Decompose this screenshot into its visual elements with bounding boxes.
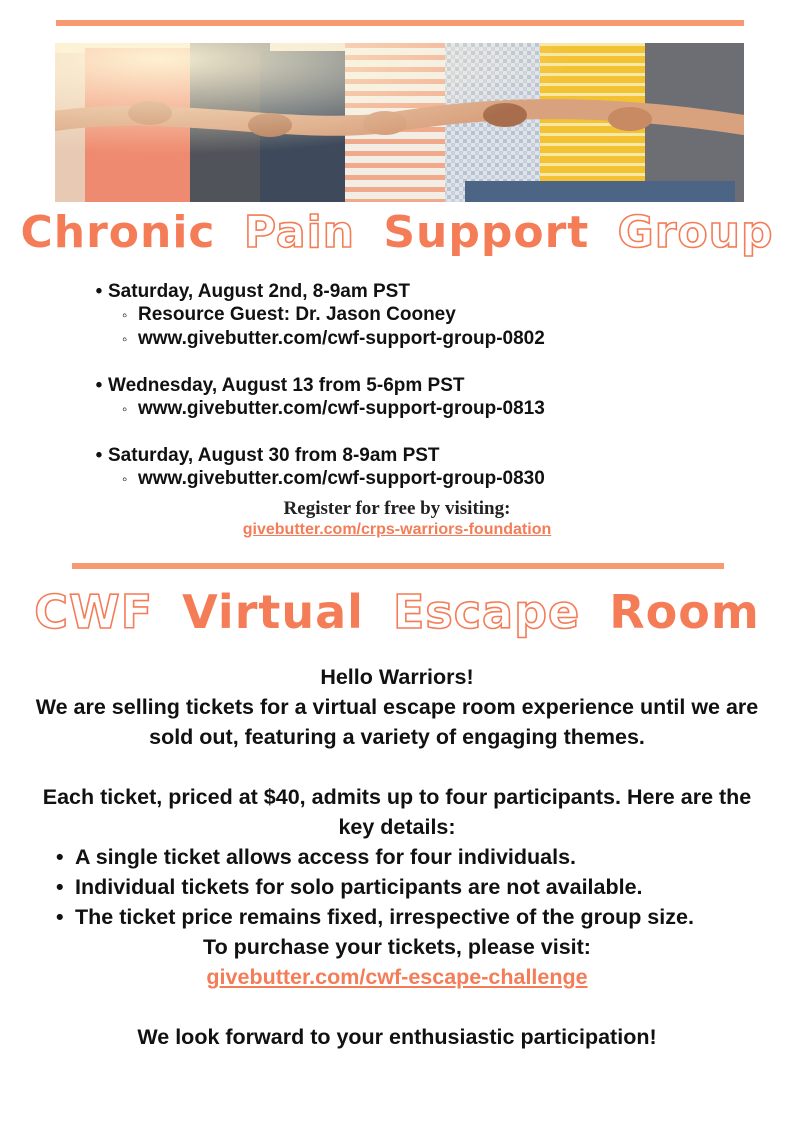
title-word: Escape [392,585,581,639]
title-word: Group [617,207,774,258]
event-link[interactable]: ◦ www.givebutter.com/cwf-support-group-0813 [90,397,740,421]
event-date: • Saturday, August 30 from 8-9am PST [90,444,740,467]
title-word: Chronic [20,207,216,258]
event-item [90,374,740,421]
people-linking-arms-photo [55,43,744,202]
escape-room-body [30,662,764,1052]
title-word: Room [609,585,760,639]
purchase-text: To purchase your tickets, please visit: [203,935,591,959]
title-word: CWF [34,585,154,639]
top-divider [56,20,744,26]
event-item [90,280,740,351]
greeting: Hello Warriors! [320,665,474,689]
list-item: • The ticket price remains fixed, irrespective of the group size. [44,902,764,932]
register-text: Register for free by visiting: [283,498,511,519]
list-item: • A single ticket allows access for four individuals. [44,842,764,872]
details-list [30,842,764,932]
title-word: Virtual [182,585,364,639]
title-word: Pain [243,207,356,258]
section-divider [72,563,724,569]
event-link[interactable]: ◦ www.givebutter.com/cwf-support-group-0830 [90,467,740,491]
support-group-title [0,207,794,258]
list-item: • Individual tickets for solo participants are not available. [44,872,764,902]
resource-guest: ◦ Resource Guest: Dr. Jason Cooney [90,303,740,327]
event-date: • Wednesday, August 13 from 5-6pm PST [90,374,740,397]
event-list [90,280,740,514]
title-word: Support [383,207,590,258]
event-link[interactable]: ◦ www.givebutter.com/cwf-support-group-0802 [90,327,740,351]
escape-room-title [0,585,794,639]
intro-text: We are selling tickets for a virtual escape room experience until we are sold out, featuring a variety of engaging themes. [35,695,759,749]
event-date: • Saturday, August 2nd, 8-9am PST [90,280,740,303]
purchase-link[interactable]: givebutter.com/cwf-escape-challenge [206,965,588,989]
closing-text: We look forward to your enthusiastic participation! [137,1025,657,1049]
price-text: Each ticket, priced at $40, admits up to four participants. Here are the key details: [42,785,752,839]
register-link[interactable]: givebutter.com/crps-warriors-foundation [242,521,552,538]
event-item [90,444,740,491]
